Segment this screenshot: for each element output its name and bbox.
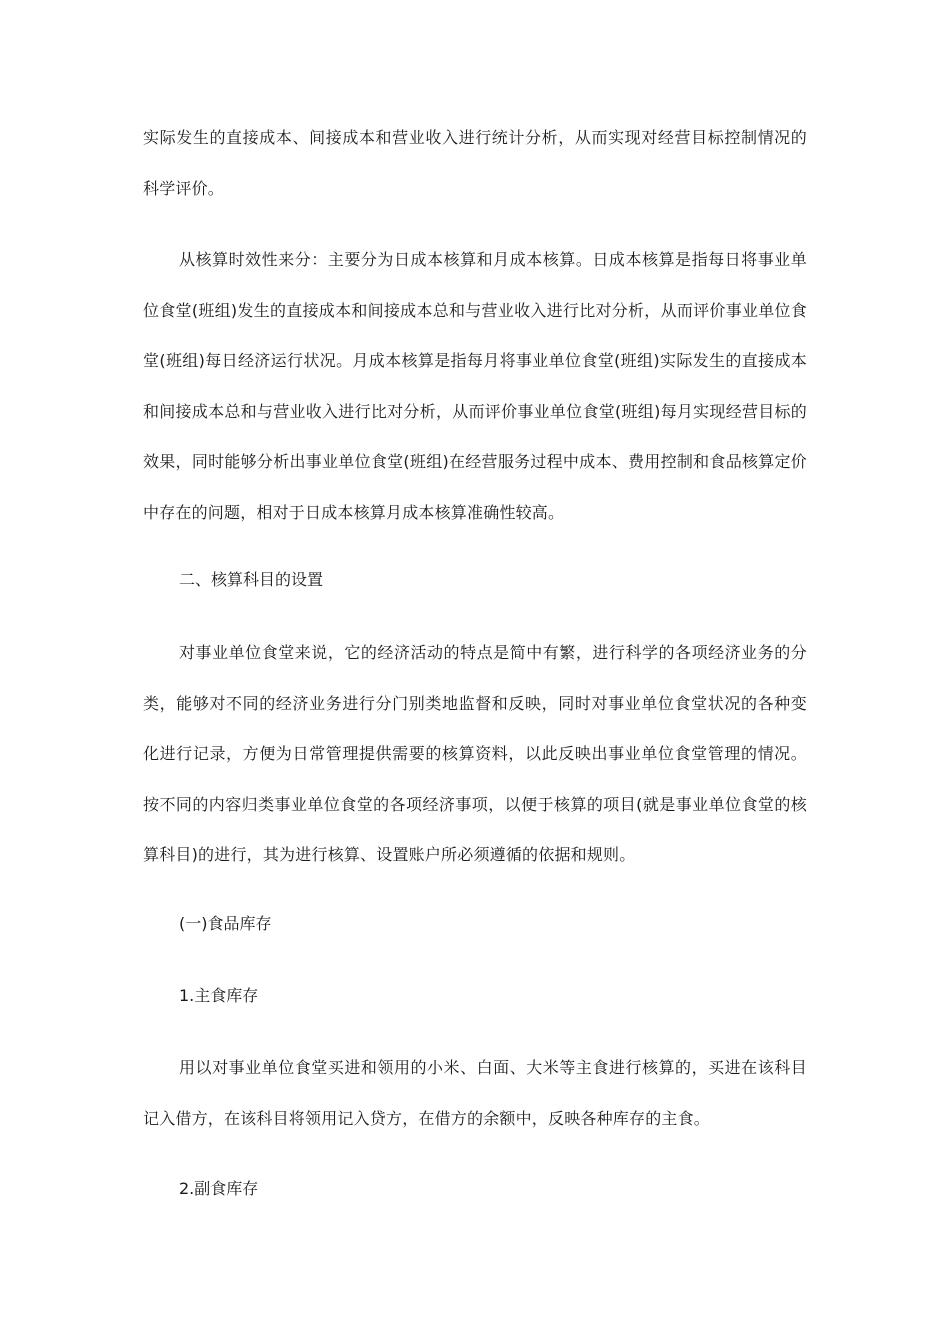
subheading-food-inventory: (一)食品库存 [179,914,272,933]
section-heading-accounts: 二、核算科目的设置 [179,570,324,589]
subheading-nonstaple-inventory: 2.副食库存 [179,1179,259,1198]
paragraph-staple: 用以对事业单位食堂买进和领用的小米、白面、大米等主食进行核算的，买进在该科目记入借方，在该科目将领用记入贷方，在借方的余额中，反映各种库存的主食。 [143,1058,807,1128]
paragraph-accounts: 对事业单位食堂来说，它的经济活动的特点是简中有繁，进行科学的各项经济业务的分类，能够对不同的经济业务进行分门别类地监督和反映，同时对事业单位食堂状况的各种变化进行记录，方便为日常管理提供需要的核算资料，以此反映出事业单位食堂管理的情况。按不同的内容归类事业单位食堂的各项经济事项，以便于核算的项目(就是事业单位食堂的核算科目)的进行，其为进行核算、设置账户所必须遵循的依据和规则。 [143,643,807,865]
paragraph-timeliness: 从核算时效性来分：主要分为日成本核算和月成本核算。日成本核算是指每日将事业单位食堂(班组)发生的直接成本和间接成本总和与营业收入进行比对分析，从而评价事业单位食堂(班组)每日经济运行状况。月成本核算是指每月将事业单位食堂(班组)实际发生的直接成本和间接成本总和与营业收入进行比对分析，从而评价事业单位食堂(班组)每月实现经营目标的效果，同时能够分析出事业单位食堂(班组)在经营服务过程中成本、费用控制和食品核算定价中存在的问题，相对于日成本核算月成本核算准确性较高。 [143,250,807,522]
paragraph-continuation: 实际发生的直接成本、间接成本和营业收入进行统计分析，从而实现对经营目标控制情况的科学评价。 [143,128,807,198]
subheading-staple-inventory: 1.主食库存 [179,986,259,1005]
